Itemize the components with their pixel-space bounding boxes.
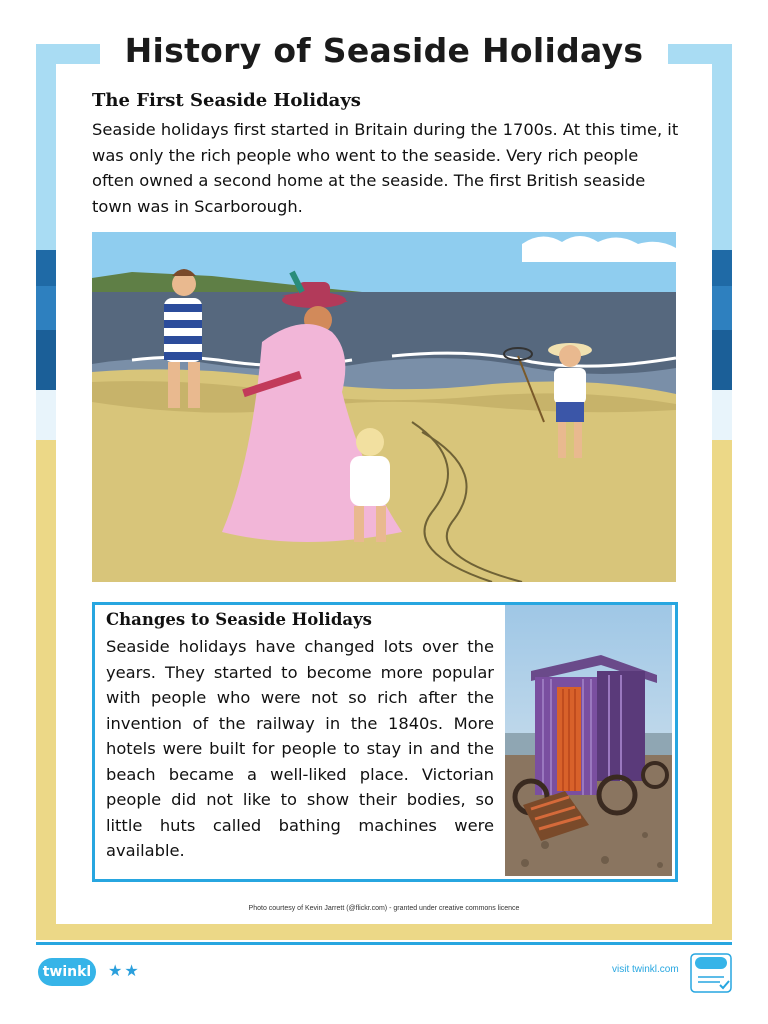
quality-standard-badge-icon [690, 953, 732, 993]
visit-link[interactable]: visit twinkl.com [612, 964, 679, 975]
page-title: History of Seaside Holidays [124, 31, 644, 70]
title-banner [100, 26, 668, 76]
victorian-beach-illustration [92, 232, 676, 582]
footer-divider [36, 942, 732, 945]
star-rating: ★★ [108, 961, 141, 980]
section1-text: Seaside holidays first started in Britain during the 1700s. At this time, it was only the rich people who went to the seaside. Very rich people often owned a second home at the seaside. The first British seaside town was in Scarborough. [92, 120, 679, 216]
section1-heading: The First Seaside Holidays [92, 90, 361, 111]
section2-text: Seaside holidays have changed lots over the years. They started to become more popular with people who were not so rich after the invention of the railway in the 1840s. More hotels were built for people to stay in and the beach became a well-liked place. Victorian people did not like to show their bodies, so little huts called bathing machines were available. [106, 637, 494, 860]
section2-heading: Changes to Seaside Holidays [106, 610, 372, 629]
twinkl-logo[interactable]: twinkl [38, 958, 96, 986]
photo-credit: Photo courtesy of Kevin Jarrett (@flickr.com) - granted under creative commons licence [248, 905, 520, 912]
bathing-machine-photo [505, 605, 672, 876]
